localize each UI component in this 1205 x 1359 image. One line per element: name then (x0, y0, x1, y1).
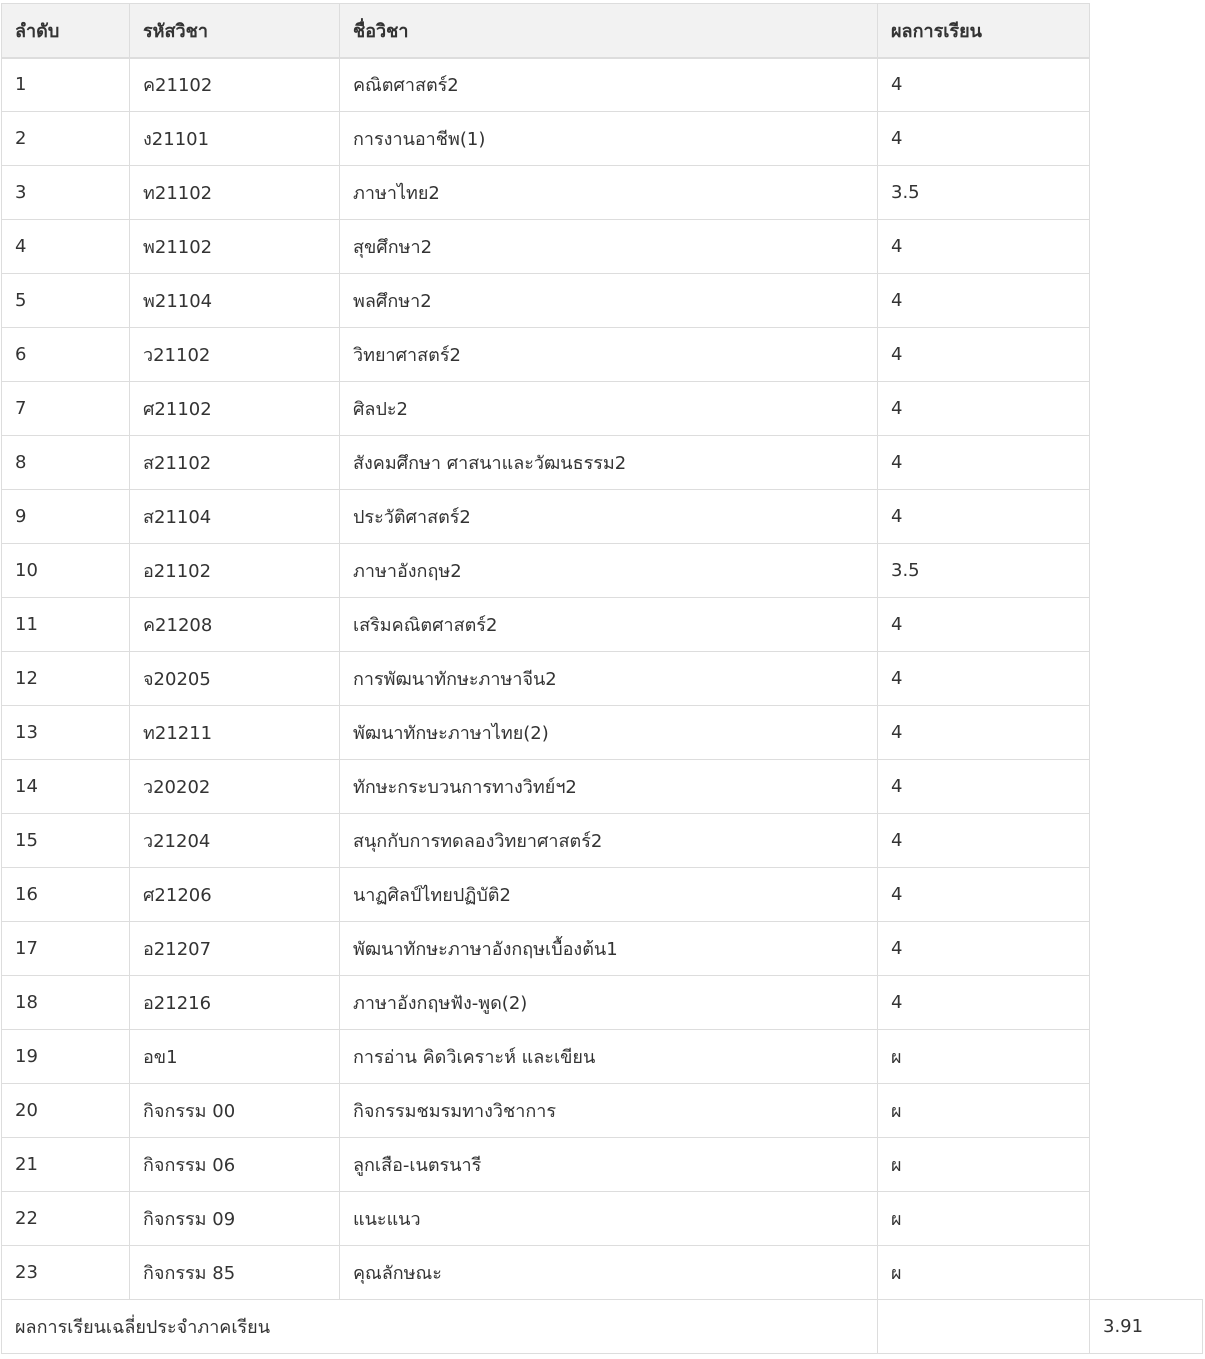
cell-grade: 3.5 (878, 544, 1090, 598)
cell-name: สังคมศึกษา ศาสนาและวัฒนธรรม2 (340, 436, 878, 490)
table-row (2, 1138, 1203, 1192)
row-spacer (1090, 1246, 1203, 1300)
row-spacer (1090, 814, 1203, 868)
cell-name: ทักษะกระบวนการทางวิทย์ฯ2 (340, 760, 878, 814)
cell-grade: 4 (878, 220, 1090, 274)
table-row (2, 652, 1203, 706)
row-spacer (1090, 1138, 1203, 1192)
cell-code: อ21102 (130, 544, 340, 598)
row-spacer (1090, 760, 1203, 814)
row-spacer (1090, 652, 1203, 706)
cell-grade: ผ (878, 1030, 1090, 1084)
cell-order: 12 (2, 652, 130, 706)
cell-name: การพัฒนาทักษะภาษาจีน2 (340, 652, 878, 706)
cell-code: อ21207 (130, 922, 340, 976)
row-spacer (1090, 868, 1203, 922)
cell-grade: ผ (878, 1246, 1090, 1300)
cell-order: 5 (2, 274, 130, 328)
cell-name: ภาษาอังกฤษ2 (340, 544, 878, 598)
cell-order: 1 (2, 58, 130, 112)
cell-code: กิจกรรม 85 (130, 1246, 340, 1300)
cell-name: ภาษาไทย2 (340, 166, 878, 220)
table-row (2, 436, 1203, 490)
cell-order: 21 (2, 1138, 130, 1192)
cell-code: กิจกรรม 09 (130, 1192, 340, 1246)
cell-code: ง21101 (130, 112, 340, 166)
row-spacer (1090, 58, 1203, 112)
row-spacer (1090, 436, 1203, 490)
table-row (2, 490, 1203, 544)
cell-code: ท21102 (130, 166, 340, 220)
row-spacer (1090, 1030, 1203, 1084)
cell-name: คณิตศาสตร์2 (340, 58, 878, 112)
row-spacer (1090, 544, 1203, 598)
cell-order: 8 (2, 436, 130, 490)
grades-table (1, 3, 1203, 1354)
table-row (2, 1192, 1203, 1246)
cell-name: วิทยาศาสตร์2 (340, 328, 878, 382)
cell-grade: 4 (878, 490, 1090, 544)
table-row (2, 382, 1203, 436)
cell-code: ท21211 (130, 706, 340, 760)
table-header-row (2, 4, 1203, 58)
cell-order: 23 (2, 1246, 130, 1300)
cell-name: การอ่าน คิดวิเคราะห์ และเขียน (340, 1030, 878, 1084)
row-spacer (1090, 220, 1203, 274)
cell-order: 4 (2, 220, 130, 274)
cell-code: จ20205 (130, 652, 340, 706)
cell-grade: 4 (878, 382, 1090, 436)
cell-grade: ผ (878, 1138, 1090, 1192)
row-spacer (1090, 490, 1203, 544)
row-spacer (1090, 1192, 1203, 1246)
header-grade: ผลการเรียน (878, 4, 1090, 58)
table-row (2, 868, 1203, 922)
table-row (2, 328, 1203, 382)
row-spacer (1090, 598, 1203, 652)
row-spacer (1090, 976, 1203, 1030)
header-name: ชื่อวิชา (340, 4, 878, 58)
cell-grade: 4 (878, 922, 1090, 976)
cell-order: 13 (2, 706, 130, 760)
cell-order: 22 (2, 1192, 130, 1246)
cell-name: สุขศึกษา2 (340, 220, 878, 274)
cell-name: ภาษาอังกฤษฟัง-พูด(2) (340, 976, 878, 1030)
cell-code: พ21104 (130, 274, 340, 328)
cell-grade: 4 (878, 652, 1090, 706)
cell-name: กิจกรรมชมรมทางวิชาการ (340, 1084, 878, 1138)
cell-order: 18 (2, 976, 130, 1030)
cell-order: 7 (2, 382, 130, 436)
table-row (2, 598, 1203, 652)
cell-grade: 4 (878, 112, 1090, 166)
cell-grade: 4 (878, 58, 1090, 112)
cell-grade: 3.5 (878, 166, 1090, 220)
cell-name: พัฒนาทักษะภาษาอังกฤษเบื้องต้น1 (340, 922, 878, 976)
cell-code: กิจกรรม 06 (130, 1138, 340, 1192)
row-spacer (1090, 1084, 1203, 1138)
cell-grade: 4 (878, 868, 1090, 922)
cell-order: 19 (2, 1030, 130, 1084)
table-row (2, 760, 1203, 814)
table-row (2, 58, 1203, 112)
cell-code: ส21102 (130, 436, 340, 490)
row-spacer (1090, 382, 1203, 436)
cell-order: 14 (2, 760, 130, 814)
row-spacer (1090, 112, 1203, 166)
row-spacer (1090, 922, 1203, 976)
cell-order: 15 (2, 814, 130, 868)
table-row (2, 166, 1203, 220)
cell-code: อ21216 (130, 976, 340, 1030)
cell-order: 11 (2, 598, 130, 652)
table-row (2, 1030, 1203, 1084)
cell-order: 9 (2, 490, 130, 544)
header-order: ลำดับ (2, 4, 130, 58)
cell-name: สนุกกับการทดลองวิทยาศาสตร์2 (340, 814, 878, 868)
cell-code: ส21104 (130, 490, 340, 544)
cell-name: ประวัติศาสตร์2 (340, 490, 878, 544)
cell-order: 17 (2, 922, 130, 976)
cell-code: ว21204 (130, 814, 340, 868)
row-spacer (1090, 328, 1203, 382)
cell-name: ศิลปะ2 (340, 382, 878, 436)
summary-empty-cell (878, 1300, 1090, 1354)
table-row (2, 274, 1203, 328)
summary-value: 3.91 (1090, 1300, 1203, 1354)
cell-grade: ผ (878, 1192, 1090, 1246)
summary-row (2, 1300, 1203, 1354)
table-row (2, 706, 1203, 760)
cell-code: ว20202 (130, 760, 340, 814)
cell-name: พลศึกษา2 (340, 274, 878, 328)
cell-grade: 4 (878, 328, 1090, 382)
table-row (2, 1084, 1203, 1138)
cell-order: 10 (2, 544, 130, 598)
table-row (2, 220, 1203, 274)
cell-grade: ผ (878, 1084, 1090, 1138)
cell-order: 3 (2, 166, 130, 220)
cell-grade: 4 (878, 760, 1090, 814)
cell-name: การงานอาชีพ(1) (340, 112, 878, 166)
table-row (2, 976, 1203, 1030)
cell-code: ว21102 (130, 328, 340, 382)
table-row (2, 922, 1203, 976)
cell-order: 20 (2, 1084, 130, 1138)
cell-order: 6 (2, 328, 130, 382)
cell-order: 2 (2, 112, 130, 166)
cell-code: ศ21102 (130, 382, 340, 436)
cell-grade: 4 (878, 598, 1090, 652)
cell-order: 16 (2, 868, 130, 922)
row-spacer (1090, 166, 1203, 220)
cell-grade: 4 (878, 706, 1090, 760)
cell-grade: 4 (878, 814, 1090, 868)
cell-name: เสริมคณิตศาสตร์2 (340, 598, 878, 652)
row-spacer (1090, 274, 1203, 328)
cell-grade: 4 (878, 976, 1090, 1030)
table-row (2, 814, 1203, 868)
cell-name: ลูกเสือ-เนตรนารี (340, 1138, 878, 1192)
cell-code: ค21102 (130, 58, 340, 112)
header-code: รหัสวิชา (130, 4, 340, 58)
cell-code: พ21102 (130, 220, 340, 274)
cell-name: แนะแนว (340, 1192, 878, 1246)
cell-name: พัฒนาทักษะภาษาไทย(2) (340, 706, 878, 760)
header-spacer (1090, 4, 1203, 58)
cell-code: กิจกรรม 00 (130, 1084, 340, 1138)
table-row (2, 544, 1203, 598)
cell-name: คุณลักษณะ (340, 1246, 878, 1300)
row-spacer (1090, 706, 1203, 760)
table-row (2, 1246, 1203, 1300)
table-row (2, 112, 1203, 166)
cell-grade: 4 (878, 436, 1090, 490)
cell-code: อข1 (130, 1030, 340, 1084)
cell-grade: 4 (878, 274, 1090, 328)
cell-name: นาฏศิลป์ไทยปฏิบัติ2 (340, 868, 878, 922)
cell-code: ศ21206 (130, 868, 340, 922)
summary-label: ผลการเรียนเฉลี่ยประจำภาคเรียน (2, 1300, 878, 1354)
cell-code: ค21208 (130, 598, 340, 652)
